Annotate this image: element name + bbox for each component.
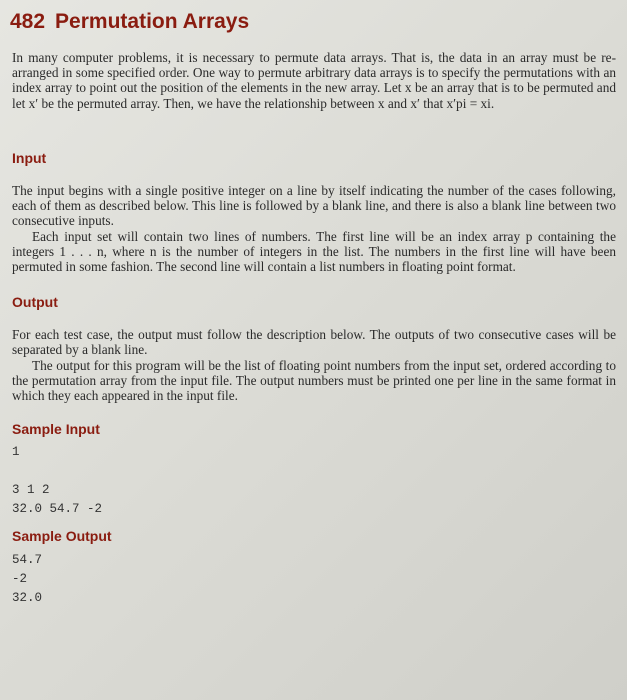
input-heading: Input: [12, 150, 47, 166]
input-paragraph-1: The input begins with a single positive integer on a line by itself indicating the number of the cases following, each of them as described below. This line is followed by a blank line, and there is also a blank line between two consecutive inputs.: [12, 183, 616, 229]
output-paragraph-2: The output for this program will be the list of floating point numbers from the input set, ordered according to the permutation array from the input file. The output numbers must be printed one per line in the same format in which they each appeared in the input file.: [12, 358, 616, 404]
sample-output-heading: Sample Output: [12, 528, 112, 544]
output-paragraph-1: For each test case, the output must follow the description below. The outputs of two consecutive cases will be separated by a blank line.: [12, 327, 616, 358]
sample-input-line: 32.0 54.7 -2: [12, 502, 103, 516]
problem-title: Permutation Arrays: [55, 10, 250, 33]
input-paragraph-2: Each input set will contain two lines of numbers. The first line will be an index array p containing the integers 1 . . . n, where n is the number of integers in the list. The numbers in the first line will have been permuted in some fashion. The second line will contain a list numbers in floating point format.: [12, 229, 616, 275]
output-heading: Output: [12, 294, 58, 310]
sample-input-line: 3 1 2: [12, 483, 50, 497]
sample-input-line: [12, 462, 102, 481]
problem-number: 482: [10, 10, 46, 33]
sample-input-block: [12, 443, 102, 519]
sample-output-block: [12, 551, 42, 608]
sample-input-line: 1: [12, 445, 20, 459]
sample-output-line: 54.7: [12, 553, 43, 567]
sample-input-heading: Sample Input: [12, 421, 100, 437]
sample-output-line: -2: [12, 572, 28, 586]
page-title: [10, 10, 249, 34]
intro-paragraph: In many computer problems, it is necessary to permute data arrays. That is, the data in an array must be re-arranged in some specified order. One way to permute arbitrary data arrays is to specify the permutations with an index array to point out the position of the elements in the new array. Let x be an array that is to be permuted and let x′ be the permuted array. Then, we have the relationship between x and x′ that x′pi = xi.: [12, 50, 616, 111]
sample-output-line: 32.0: [12, 591, 43, 605]
